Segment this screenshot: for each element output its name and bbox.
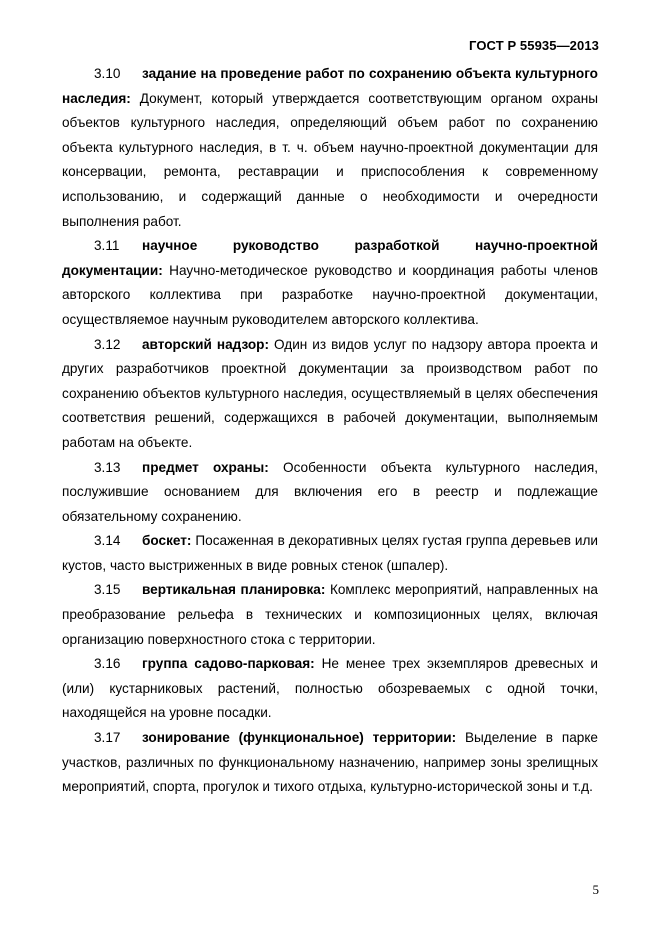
term-definition: Один из видов услуг по надзору автора проекта и других разработчиков проектной документации за производством работ по сохранению объектов культурного наследия, осуществляемый в целях обеспечения соответствия решений, содержащихся в рабочей документации, выполняемым работам на объекте.: [62, 336, 598, 450]
term-definition: Научно-методическое руководство и координация работы членов авторского коллектива при разработке научно-проектной документации, осуществляемое научным руководителем авторского коллектива.: [62, 262, 599, 327]
term-definition: Посаженная в декоративных целях густая группа деревьев или кустов, часто выстриженных в виде ровных стенок (шпалер).: [62, 533, 598, 573]
term-number: 3.14: [94, 533, 121, 549]
term-entry: [62, 726, 598, 800]
standard-code-header: ГОСТ Р 55935—2013: [469, 38, 599, 53]
term-definition: Выделение в парке участков, различных по функциональному назначению, например зоны зрелищных мероприятий, спорта, прогулок и тихого отдыха, культурно-исторической зоны и т.д.: [62, 730, 598, 795]
term-entry: [62, 529, 598, 578]
term-number: 3.13: [94, 459, 121, 475]
term-number: 3.17: [94, 730, 121, 746]
term-definition: Особенности объекта культурного наследия, послужившие основанием для включения его в реестр и подлежащие обязательному сохранению.: [62, 459, 599, 524]
term-name: зонирование (функциональное) территории:: [142, 730, 457, 746]
term-entry: [62, 333, 598, 456]
term-number: 3.16: [94, 656, 121, 672]
term-number: 3.10: [94, 66, 121, 81]
term-name: группа садово-парковая:: [142, 656, 315, 672]
term-number: 3.15: [94, 582, 121, 598]
term-definition: Комплекс мероприятий, направленных на преобразование рельефа в технических и композиционных целях, включая организацию поверхностного стока с территории.: [62, 582, 598, 647]
term-name: вертикальная планировка:: [142, 582, 326, 598]
term-name: научное руководство разработкой научно-проектной документации:: [62, 238, 598, 278]
term-entry: [62, 234, 598, 332]
term-name: предмет охраны:: [142, 459, 269, 475]
term-entry: [62, 456, 598, 530]
term-name: авторский надзор:: [142, 336, 269, 352]
terms-section: [62, 62, 598, 800]
term-definition: Документ, который утверждается соответствующим органом охраны объектов культурного наследия, определяющий объем работ по сохранению объекта культурного наследия, в т. ч. объем научно-проектной документации для консервации, ремонта, реставрации и приспособления к современному использованию, и содержащий данные о необходимости и очередности выполнения работ.: [62, 90, 598, 229]
term-number: 3.12: [94, 336, 121, 352]
term-name: задание на проведение работ по сохранению объекта культурного наследия:: [62, 66, 598, 106]
term-entry: [62, 62, 598, 234]
term-entry: [62, 652, 598, 726]
term-number: 3.11: [94, 238, 120, 254]
term-name: боскет:: [142, 533, 192, 549]
page-number: 5: [592, 882, 599, 897]
term-entry: [62, 578, 598, 652]
term-definition: Не менее трех экземпляров древесных и (или) кустарниковых растений, полностью обозреваемых с одной точки, находящейся на уровне посадки.: [62, 656, 598, 721]
